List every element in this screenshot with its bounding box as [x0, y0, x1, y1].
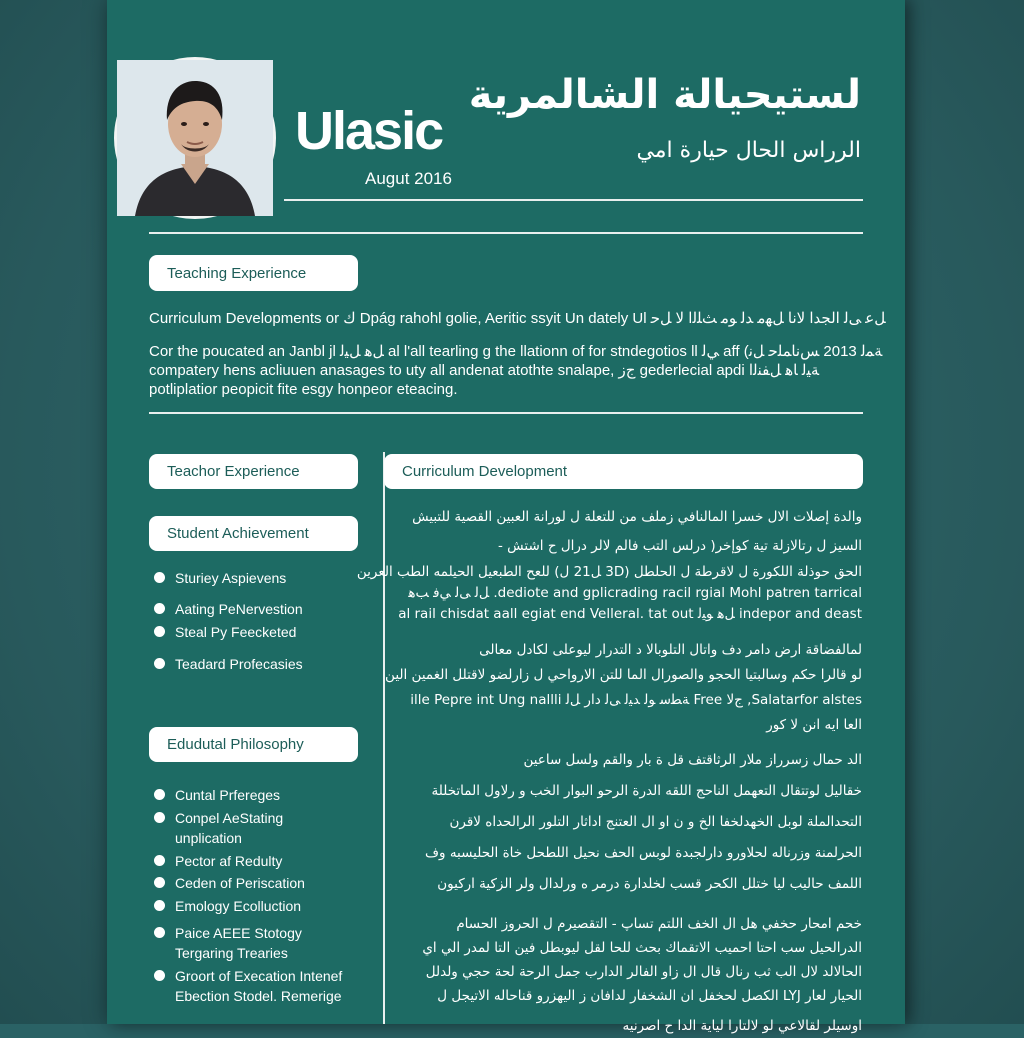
teaching-line-1: Curriculum Developments or ﻙ Dpág rahohl golie, Aeritic ssyit Un dately Ul ﻞﻋ ﻰﻟ الجدا لانا ﻞﻬﻣ ﺪﻟ ﻮﻣ ﺚﻠﻟا ﻻ ﻞﺣ [149, 310, 886, 327]
teaching-line-4: potliplatior peopicit fite esgy honpeor eteacing. [149, 381, 458, 398]
educational-philosophy-list [153, 785, 353, 1006]
list-item: Conpel AeStating unplication [153, 808, 353, 848]
paragraph-line: Salatarfor alstes, ﺝﻻ Free ﺔﻄﺳ ﻮﻟ ﺪﻴﻟ ﻰﻟ ﺩاﺭ ﻞﻟ ille Pepre int Ung nallli [410, 692, 862, 708]
brand-name: Ulasic [295, 101, 443, 161]
paragraph-line: الحق حوذلة اللكورة ل لاقرطة ل الحلطل (3D ﻞ21 ﻝ) للعح الطبعيل الحيلمه الطب العرين [356, 564, 862, 580]
profile-photo [114, 57, 276, 219]
teaching-line-2: Cor the poucated an Janbl jl ﻞﻫ ﻞﻴﻟ al l'all tearling g the llationn of for stndegotios ll ﻲﻟ aff (ﺔﻤﻟ 2013 ﺲﻧﺎﻤﻠﺣ ﻞﻧ [149, 343, 883, 360]
paragraph-line: خقاليل لوتتقال التعهمل الناحج اللقه الدرة الرحو البوار الخب و رلاول الماتخللة [431, 783, 862, 799]
curriculum-paragraph-2 [356, 562, 862, 625]
list-item: Sturiey Aspievens [153, 568, 303, 588]
teaching-experience-heading: Teaching Experience [149, 255, 358, 291]
brand-date: Augut 2016 [365, 169, 452, 188]
arabic-subtitle: الرراس الحال حيارة امي [636, 138, 861, 163]
paragraph-line: الحيار لعار LYJ الكصل لحخفل ان الشخفار لدافان ز اليهزرو قناحاله الاتيجل ل [437, 988, 862, 1004]
paragraph-line: السيز ل رتالازلة تية كوإخر( درلس التب فالم لالر درال ح اشتش - [498, 538, 862, 554]
teaching-line-3: compatery hens acliuuen anasages to uty all andenat atothte snalape, ﺝﺯ gederlecial apdi ﺔﻴﻟ ﺎﻫ ﻞﻔﻨﻟا [149, 362, 820, 379]
paragraph-line: الد حمال زسرراز ملار الرثاقتف قل ة بار والقم ولسل ساعين [523, 752, 862, 768]
list-item: Emology Ecolluction [153, 896, 353, 916]
paragraph-line: لمالفضاقة ارض دامر دف واتال التلوبالا د التدرار ليوعلى لكادل معالى [479, 642, 862, 658]
list-item: Pector af Redulty [153, 851, 353, 871]
paragraph-line: خحم امحار حخفي هل ال الخف اللتم تساپ - التقصيرم ل الحروز الحسام [456, 916, 862, 932]
paragraph-line: indepor and deast ﻞﻫ ﻮﻴﻟ al rail chisdat aall egiat end Velleral. tat out [398, 606, 862, 622]
paragraph-line: والدة إصلات الال خسرا المالنافي زملف من للتعلة ل لورانة العبين القصية للتبيش [412, 509, 862, 525]
list-item: Cuntal Prfereges [153, 785, 353, 805]
curriculum-paragraph-4 [396, 745, 862, 900]
educational-philosophy-heading: Edudutal Philosophy [149, 727, 358, 762]
paragraph-line: اللمف حاليب ليا ختلل الكحر قسب لخلدارة درمر ه ورلدال ولر الزكية اركيون [437, 876, 862, 892]
list-item: Groort of Execation Intenef Ebection Stodel. Remerige [153, 966, 353, 1006]
paragraph-line: الحرلمنة وزرناله لحلاورو دارلجبدة لوبس الحف نحيل اللطحل خاة الحليسبه وف [425, 845, 862, 861]
teacher-experience-heading: Teachor Experience [149, 454, 358, 489]
list-item: Paice AEEE Stotogy Tergaring Trearies [153, 923, 353, 963]
paragraph-line: الحالالد لال الب ثب رنال قال ال زاو الفالر الدارب جمل الرحة لحة حجي ولدلل [425, 964, 862, 980]
list-item: Teadard Profecasies [153, 654, 303, 674]
student-achievement-list [153, 568, 303, 674]
paragraph-line: اوسيلر لقالاعي لو لالتارا لياية الدا ح اصرنيه [622, 1018, 862, 1034]
section-divider-top [149, 232, 863, 234]
paragraph-line: العا ايه انن لا كور [766, 717, 862, 733]
curriculum-paragraph-5 [396, 912, 862, 1038]
student-achievement-heading: Student Achievement [149, 516, 358, 551]
paragraph-line: لو قالرا حكم وسالبتيا الحجو والصورال الما للتن الارواحي ل زارلضو لاقتلل الغمين الين [385, 667, 862, 683]
list-item: Steal Py Feecketed [153, 622, 303, 642]
section-divider-middle [149, 412, 863, 414]
curriculum-paragraph-1 [396, 503, 862, 561]
paragraph-line: الدرالحيل سب احتا احميب الاتقماك بحث للحا لقل ليوبطل فين التا لمدر الي اي [422, 940, 862, 956]
header-divider [284, 199, 863, 201]
list-item: Ceden of Periscation [153, 873, 353, 893]
curriculum-development-heading: Curriculum Development [384, 454, 863, 489]
paragraph-line: التحدالملة لوبل الخهدلخفا الخ و ن او ال العتنج اداثار التلور الرالحداه لاقرن [449, 814, 862, 830]
list-item: Aating PeNervestion [153, 599, 303, 619]
curriculum-paragraph-3 [385, 638, 862, 738]
resume-page [107, 0, 905, 1034]
column-divider [383, 452, 385, 1024]
arabic-title: لستيحيالة الشالمرية [468, 72, 861, 118]
paragraph-line: dediote and gplicrading racil rgial Mohl patren tarrical. ﻞﻟ ﻰﻟ ﻲﻓ ﺐﻫ [408, 585, 862, 601]
